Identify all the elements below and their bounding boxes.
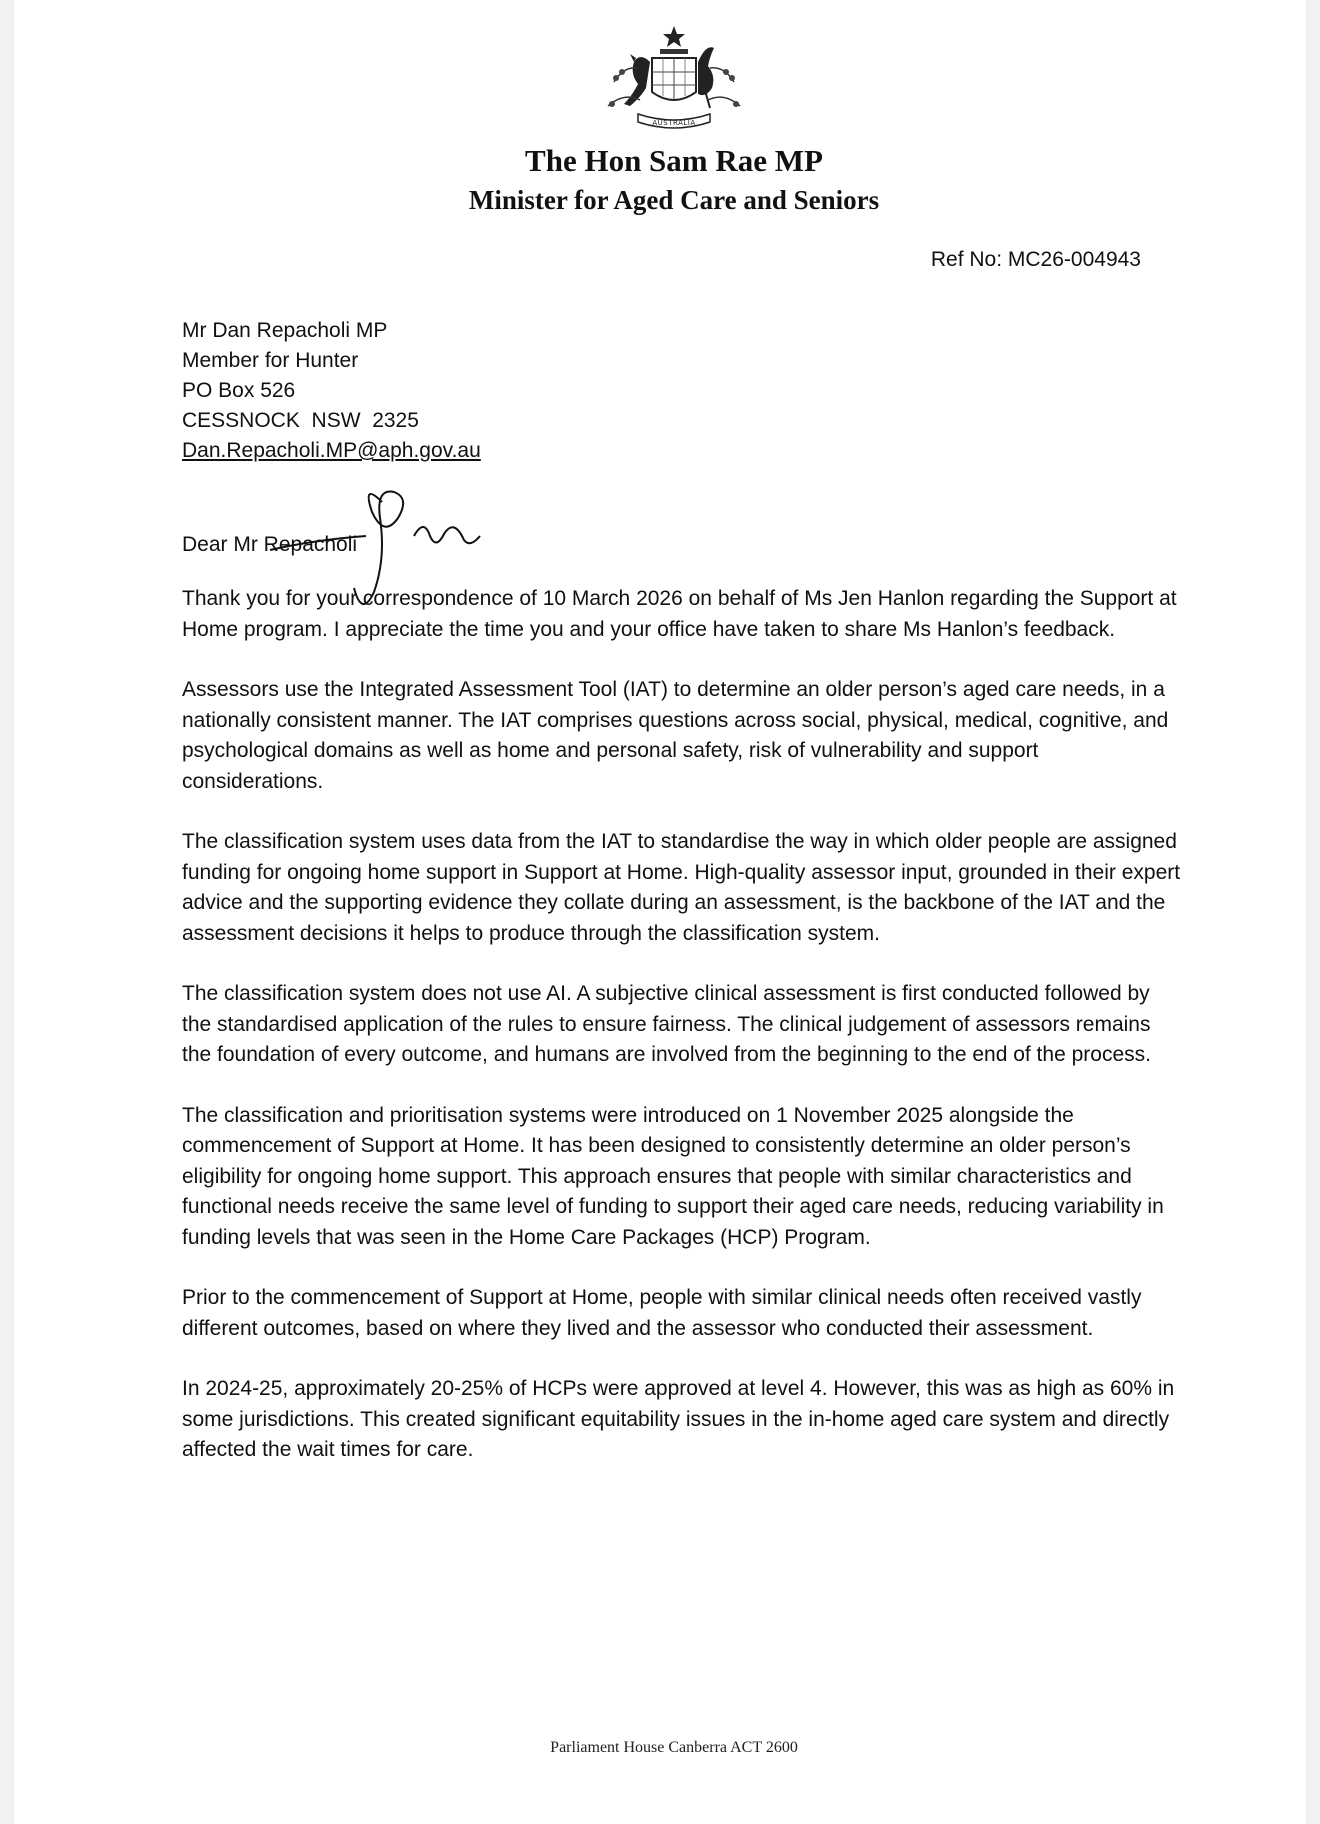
reference-number: Ref No: MC26-004943 (930, 248, 1141, 271)
paragraph: In 2024-25, approximately 20-25% of HCPs were approved at level 4. However, this was as high as 60% in some jurisdictions. This created significant equitability issues in the in-home aged care system and directly affected the wait times for care. (182, 1377, 1175, 1461)
paragraph: The classification system does not use AI. A subjective clinical assessment is first conducted followed by the standardised application of the rules to ensure fairness. The clinical judgement of assessors remains the foundation of every outcome, and humans are involved from the beginning to the end of the process. (182, 982, 1151, 1066)
minister-name: The Hon Sam Rae MP (525, 143, 823, 178)
recipient-po-box: PO Box 526 (182, 379, 296, 402)
crest-scroll-text: AUSTRALIA (652, 119, 696, 127)
paragraph: Thank you for your correspondence of 10 March 2026 on behalf of Ms Jen Hanlon regarding the Support at Home program. I appreciate the time you and your office have taken to share Ms Hanlon’s feedback. (182, 587, 1177, 641)
minister-title: Minister for Aged Care and Seniors (468, 185, 880, 215)
recipient-locality: CESSNOCK NSW 2325 (182, 409, 419, 432)
letter-body (182, 584, 1182, 1496)
paragraph: The classification system uses data from the IAT to standardise the way in which older people are assigned funding for ongoing home support in Support at Home. High-quality assessor input, grounded in their expert advice and the supporting evidence they collate during an assessment, is the backbone of the IAT and the assessment decisions it helps to produce through the classification system. (182, 830, 1181, 945)
recipient-position: Member for Hunter (182, 349, 359, 372)
footer-address: Parliament House Canberra ACT 2600 (550, 1739, 798, 1756)
paragraph: Prior to the commencement of Support at Home, people with similar clinical needs often received vastly different outcomes, based on where they lived and the assessor who conducted their assessment. (182, 1286, 1142, 1340)
paragraph: Assessors use the Integrated Assessment Tool (IAT) to determine an older person’s aged care needs, in a nationally consistent manner. The IAT comprises questions across social, physical, medical, cognitive, and psychological domains as well as home and personal safety, risk of vulnerability and support considerations. (182, 678, 1169, 793)
recipient-email-link[interactable]: Dan.Repacholi.MP@aph.gov.au (182, 439, 481, 462)
recipient-address (182, 316, 481, 466)
salutation: Dear Mr Repacholi (182, 533, 358, 556)
recipient-name: Mr Dan Repacholi MP (182, 319, 388, 342)
paragraph: The classification and prioritisation systems were introduced on 1 November 2025 alongside the commencement of Support at Home. It has been designed to consistently determine an older person’s eligibility for ongoing home support. This approach ensures that people with similar characteristics and functional needs receive the same level of funding to support their aged care needs, reducing variability in funding levels that was seen in the Home Care Packages (HCP) Program. (182, 1103, 1164, 1249)
